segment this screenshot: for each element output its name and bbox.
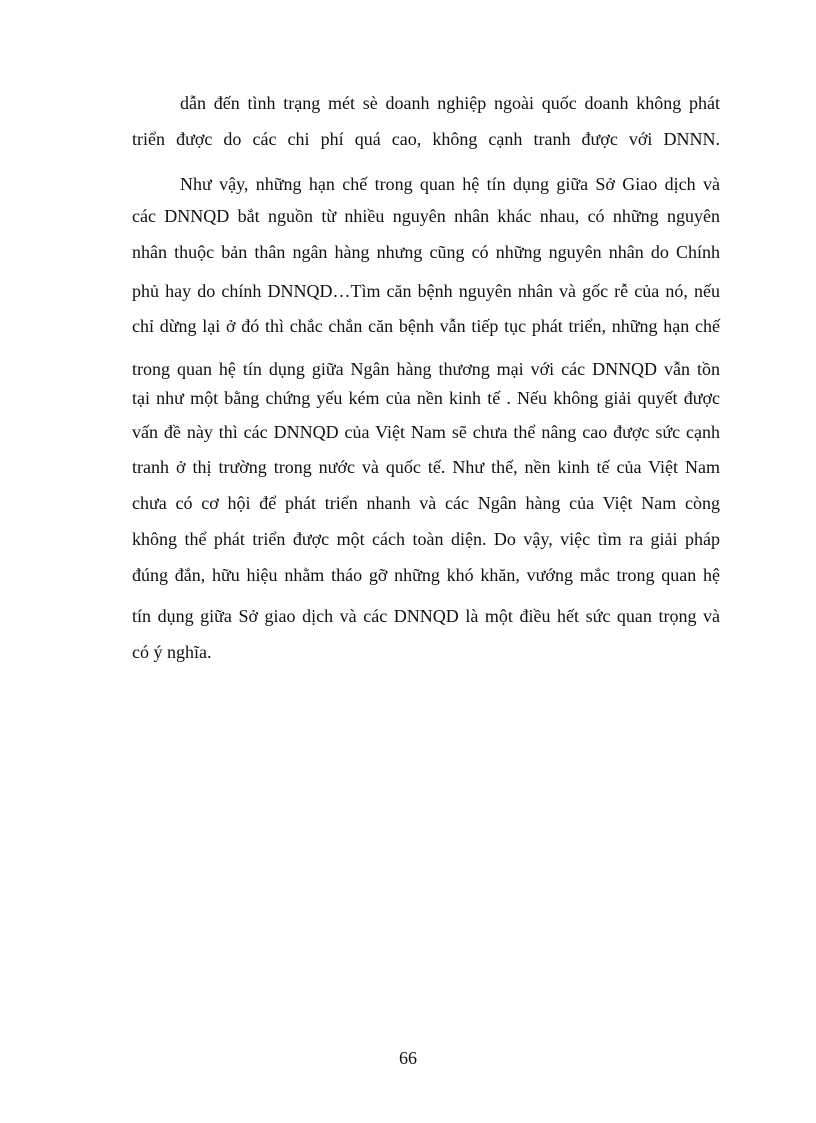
text-line: chưa có cơ hội để phát triển nhanh và các Ngân hàng của Việt Nam còng — [132, 493, 720, 513]
text-line: có ý nghĩa. — [132, 642, 212, 662]
text-line: nhân thuộc bản thân ngân hàng nhưng cũng có những nguyên nhân do Chính — [132, 242, 720, 262]
text-line: tranh ở thị trường trong nước và quốc tế. Như thế, nền kinh tế của Việt Nam — [132, 457, 720, 477]
text-line: vấn đề này thì các DNNQD của Việt Nam sẽ chưa thể nâng cao được sức cạnh — [132, 422, 720, 442]
text-line: chỉ dừng lại ở đó thì chắc chắn căn bệnh vẫn tiếp tục phát triển, những hạn chế — [132, 316, 720, 336]
text-line: tín dụng giữa Sở giao dịch và các DNNQD là một điều hết sức quan trọng và — [132, 606, 720, 626]
page-number: 66 — [399, 1048, 417, 1068]
text-line: tại như một bằng chứng yếu kém của nền kinh tế . Nếu không giải quyết được — [132, 388, 720, 408]
text-line: dẫn đến tình trạng mét sè doanh nghiệp ngoài quốc doanh không phát — [180, 93, 720, 113]
text-line: triển được do các chi phí quá cao, không cạnh tranh được với DNNN. — [132, 129, 720, 149]
text-line: không thể phát triển được một cách toàn diện. Do vậy, việc tìm ra giải pháp — [132, 529, 720, 549]
text-line: trong quan hệ tín dụng giữa Ngân hàng thương mại với các DNNQD vẫn tồn — [132, 359, 720, 379]
text-line: các DNNQD bắt nguồn từ nhiều nguyên nhân khác nhau, có những nguyên — [132, 206, 720, 226]
text-line: phủ hay do chính DNNQD…Tìm căn bệnh nguyên nhân và gốc rễ của nó, nếu — [132, 281, 720, 301]
text-line: đúng đắn, hữu hiệu nhằm tháo gỡ những khó khăn, vướng mắc trong quan hệ — [132, 565, 720, 585]
text-line: Như vậy, những hạn chế trong quan hệ tín dụng giữa Sở Giao dịch và — [180, 174, 720, 194]
